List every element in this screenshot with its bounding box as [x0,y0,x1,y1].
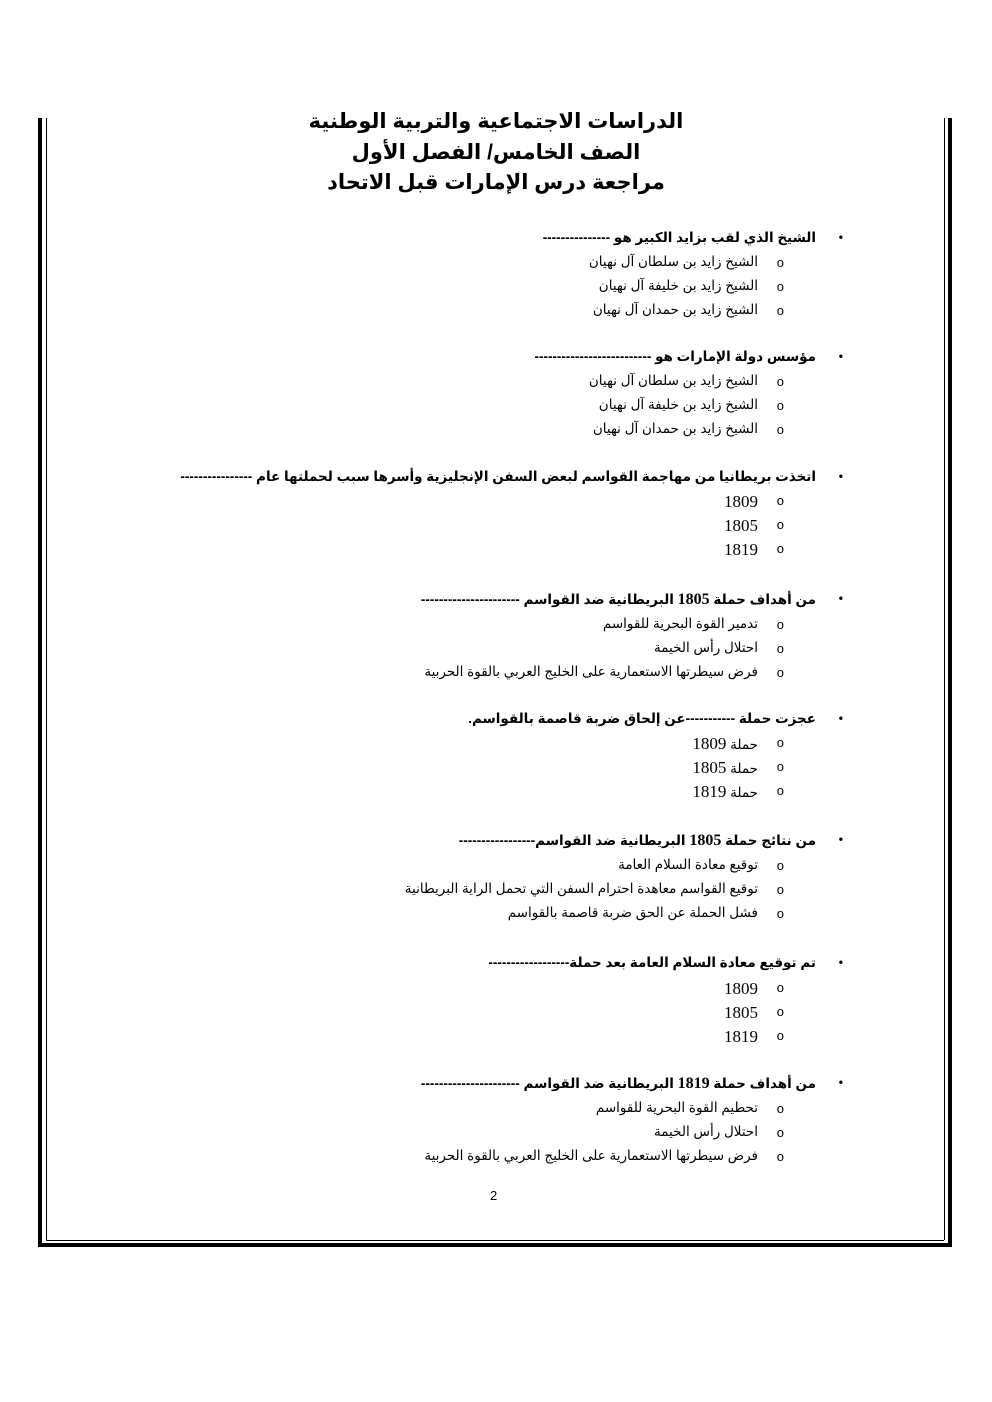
bullet-icon: • [838,711,843,725]
question-text-before: من أهداف حملة [709,1076,816,1091]
circle-bullet-icon: o [776,517,784,532]
header-subject-title: الدراسات الاجتماعية والتربية الوطنية [308,110,684,133]
page-border-inner-left [46,118,47,1240]
question-7 [488,955,843,971]
option-text: 1819 [724,540,758,559]
circle-bullet-icon: o [776,858,784,873]
header-lesson-title: مراجعة درس الإمارات قبل الاتحاد [327,171,665,194]
question-text-before: من نتائج حملة [721,833,816,848]
circle-bullet-icon: o [776,641,784,656]
question-4-option-2 [654,640,784,656]
question-6-option-2 [404,881,784,897]
question-3 [180,469,843,485]
option-text: فشل الحملة عن الحق ضربة قاصمة بالقواسم [507,905,758,920]
circle-bullet-icon: o [776,617,784,632]
page-number: 2 [490,1188,498,1203]
question-4-option-3 [424,664,784,680]
option-text: 1819 [724,1027,758,1046]
option-text: توقيع معادة السلام العامة [618,857,758,872]
question-3-option-2 [724,516,784,536]
circle-bullet-icon: o [776,255,784,270]
circle-bullet-icon: o [776,541,784,556]
question-2 [534,349,843,365]
circle-bullet-icon: o [776,1101,784,1116]
question-3-option-3 [724,540,784,560]
bullet-icon: • [838,469,843,483]
circle-bullet-icon: o [776,980,784,995]
bullet-icon: • [838,955,843,969]
option-text: فرض سيطرتها الاستعمارية على الخليج العربي بالقوة الحربية [424,1148,758,1163]
header-grade-term: الصف الخامس/ الفصل الأول [351,141,641,164]
question-5-option-1 [692,734,784,754]
option-text: الشيخ زايد بن سلطان آل نهيان [588,373,758,388]
question-text: مؤسس دولة الإمارات هو -------------------------- [534,349,816,364]
question-8-option-2 [654,1124,784,1140]
bullet-icon: • [838,591,843,605]
option-text: احتلال رأس الخيمة [654,1124,758,1139]
circle-bullet-icon: o [776,1149,784,1164]
circle-bullet-icon: o [776,783,784,798]
circle-bullet-icon: o [776,1125,784,1140]
circle-bullet-icon: o [776,398,784,413]
question-8-option-3 [424,1148,784,1164]
question-text: عجزت حملة -----------عن إلحاق ضربة قاصمة بالقواسم. [468,711,816,726]
option-text: 1809 [724,979,758,998]
question-5 [468,711,843,727]
bullet-icon: • [838,349,843,363]
option-text: الشيخ زايد بن حمدان آل نهيان [592,302,758,317]
question-text: اتخذت بريطانيا من مهاجمة القواسم لبعض السفن الإنجليزية وأسرها سبب لحملتها عام ---------------- [180,469,816,484]
circle-bullet-icon: o [776,1004,784,1019]
circle-bullet-icon: o [776,665,784,680]
question-7-option-2 [724,1003,784,1023]
option-year: 1809 [692,734,727,753]
option-text: الشيخ زايد بن حمدان آل نهيان [592,421,758,436]
question-8 [420,1075,843,1093]
option-text: الشيخ زايد بن خليفة آل نهيان [598,278,758,293]
circle-bullet-icon: o [776,303,784,318]
question-year: 1805 [677,591,710,608]
option-text: تدمير القوة البحرية للقواسم [602,616,758,631]
question-text-before: من أهداف حملة [709,592,816,607]
option-year: 1805 [692,758,727,777]
question-4 [420,591,843,609]
question-text-after: البريطانية ضد القواسم ---------------------- [420,592,678,607]
option-prefix: حملة [730,785,758,800]
question-5-option-3 [692,782,784,802]
question-7-option-1 [724,979,784,999]
option-text: 1805 [724,516,758,535]
bullet-icon: • [838,230,843,244]
question-1-option-3 [592,302,784,318]
page-border-inner-right [944,118,945,1240]
question-3-option-1 [724,492,784,512]
question-5-option-2 [692,758,784,778]
option-prefix: حملة [730,737,758,752]
question-6-option-1 [618,857,784,873]
option-text: الشيخ زايد بن سلطان آل نهيان [588,254,758,269]
circle-bullet-icon: o [776,882,784,897]
option-text: احتلال رأس الخيمة [654,640,758,655]
option-text: الشيخ زايد بن خليفة آل نهيان [598,397,758,412]
option-text: تحطيم القوة البحرية للقواسم [595,1100,758,1115]
question-1 [542,230,843,246]
option-text: فرض سيطرتها الاستعمارية على الخليج العربي بالقوة الحربية [424,664,758,679]
circle-bullet-icon: o [776,279,784,294]
circle-bullet-icon: o [776,374,784,389]
option-text: 1809 [724,492,758,511]
circle-bullet-icon: o [776,422,784,437]
bullet-icon: • [838,1075,843,1089]
question-text-after: البريطانية ضد القواسم ---------------------- [420,1076,678,1091]
question-1-option-1 [588,254,784,270]
circle-bullet-icon: o [776,906,784,921]
question-text: تم توقيع معادة السلام العامة بعد حملة------------------ [488,955,816,970]
bullet-icon: • [838,832,843,846]
option-text: توقيع القواسم معاهدة احترام السفن التي تحمل الراية البريطانية [404,881,758,896]
question-8-option-1 [595,1100,784,1116]
page-border-inner-bottom [46,1240,944,1241]
option-year: 1819 [692,782,727,801]
circle-bullet-icon: o [776,1028,784,1043]
question-2-option-3 [592,421,784,437]
question-year: 1805 [689,832,722,849]
question-2-option-2 [598,397,784,413]
circle-bullet-icon: o [776,493,784,508]
question-1-option-2 [598,278,784,294]
question-6-option-3 [507,905,784,921]
question-6 [458,832,843,850]
option-text: 1805 [724,1003,758,1022]
question-7-option-3 [724,1027,784,1047]
circle-bullet-icon: o [776,735,784,750]
circle-bullet-icon: o [776,759,784,774]
question-text-after: البريطانية ضد القواسم----------------- [458,833,690,848]
question-2-option-1 [588,373,784,389]
question-year: 1819 [677,1075,710,1092]
question-text: الشيخ الذي لقب بزايد الكبير هو --------------- [542,230,816,245]
question-4-option-1 [602,616,784,632]
option-prefix: حملة [730,761,758,776]
